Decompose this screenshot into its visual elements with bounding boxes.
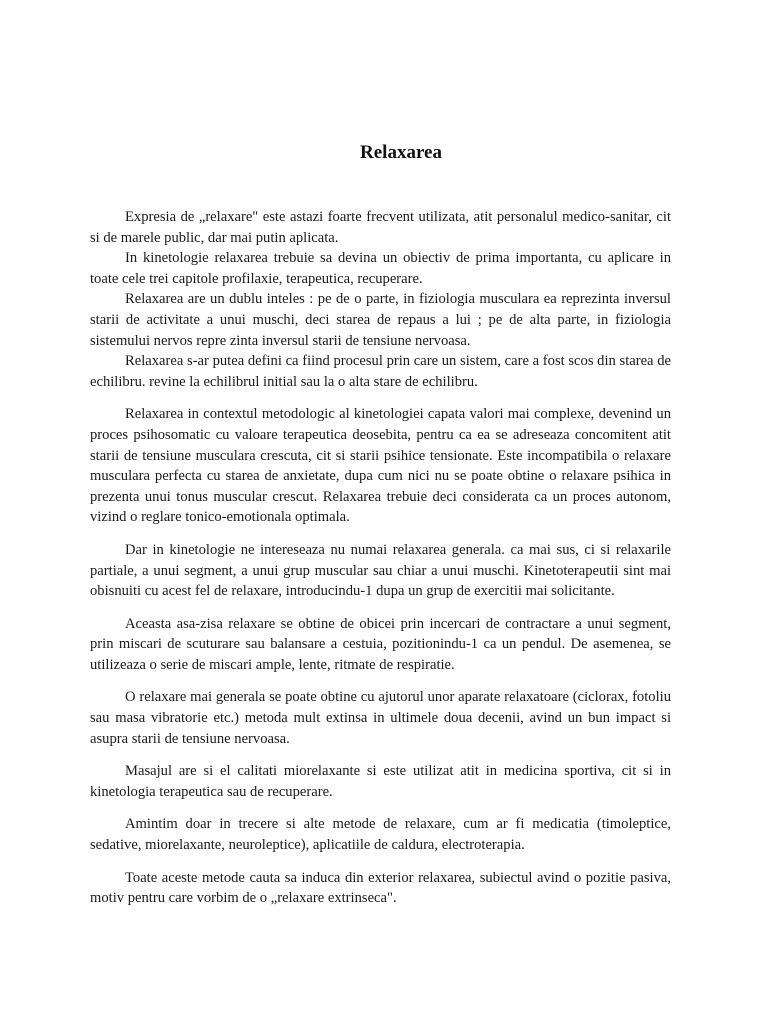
paragraph-4: Relaxarea s-ar putea defini ca fiind procesul prin care un sistem, care a fost scos din starea de echilibru. revine la echilibrul initial sau la o alta stare de echilibru. xyxy=(90,353,671,390)
paragraph-10: Amintim doar in trecere si alte metode de relaxare, cum ar fi medicatia (timoleptice, sedative, miorelaxante, neuroleptice), aplicatiile de caldura, electroterapia. xyxy=(90,816,671,854)
paragraph-3: Relaxarea are un dublu inteles : pe de o parte, in fiziologia musculara ea reprezinta inversul starii de activitate a unui muschi, deci starea de repaus a lui ; pe de alta parte, in fiziologia sistemului nervos repre zinta inversul starii de tensiune nervoasa. xyxy=(90,291,671,349)
paragraph-8: O relaxare mai generala se poate obtine cu ajutorul unor aparate relaxatoare (ciclorax, fotoliu sau masa vibratorie etc.) metoda mult extinsa in ultimele doua decenii, avind un bun impact si asupra starii de tensiune nervoasa. xyxy=(90,689,671,747)
page-title: Relaxarea xyxy=(360,142,442,163)
paragraph-11: Toate aceste metode cauta sa induca din exterior relaxarea, subiectul avind o pozitie pasiva, motiv pentru care vorbim de o „relaxare extrinseca". xyxy=(90,869,671,907)
document-body xyxy=(90,207,671,909)
paragraph-5: Relaxarea in contextul metodologic al kinetologiei capata valori mai complexe, devenind un proces psihosomatic cu valoare terapeutica deosebita, pentru ca ea se adreseaza concomitent atit starii de tensiune musculara crescuta, cit si starii psihice tensionate. Este incompatibila o relaxare musculara perfecta cu starea de anxietate, dupa cum nici nu se poate obtine o relaxare psihica in prezenta unui tonus muscular crescut. Relaxarea trebuie deci considerata ca un proces autonom, vizind o reglare tonico-emotionala optimala. xyxy=(90,406,671,526)
paragraph-2: In kinetologie relaxarea trebuie sa devina un obiectiv de prima importanta, cu aplicare in toate cele trei capitole profilaxie, terapeutica, recuperare. xyxy=(90,250,671,287)
paragraph-9: Masajul are si el calitati miorelaxante si este utilizat atit in medicina sportiva, cit si in kinetologia terapeutica sau de recuperare. xyxy=(90,763,671,800)
paragraph-6: Dar in kinetologie ne intereseaza nu numai relaxarea generala. ca mai sus, ci si relaxarile partiale, a unui segment, a unui grup muscular sau chiar a unui muschi. Kinetoterapeutii sint mai obisnuiti cu acest fel de relaxare, introducindu-1 dupa un grup de exercitii mai solicitante. xyxy=(90,541,671,600)
paragraph-7: Aceasta asa-zisa relaxare se obtine de obicei prin incercari de contractare a unui segment, prin miscari de scuturare sau balansare a cestuia, pozitionindu-1 ca un pendul. De asemenea, se utilizeaza o serie de miscari ample, lente, ritmate de respiratie. xyxy=(90,615,671,673)
paragraph-1: Expresia de „relaxare" este astazi foarte frecvent utilizata, atit personalul medico-sanitar, cit si de marele public, dar mai putin aplicata. xyxy=(90,209,671,246)
